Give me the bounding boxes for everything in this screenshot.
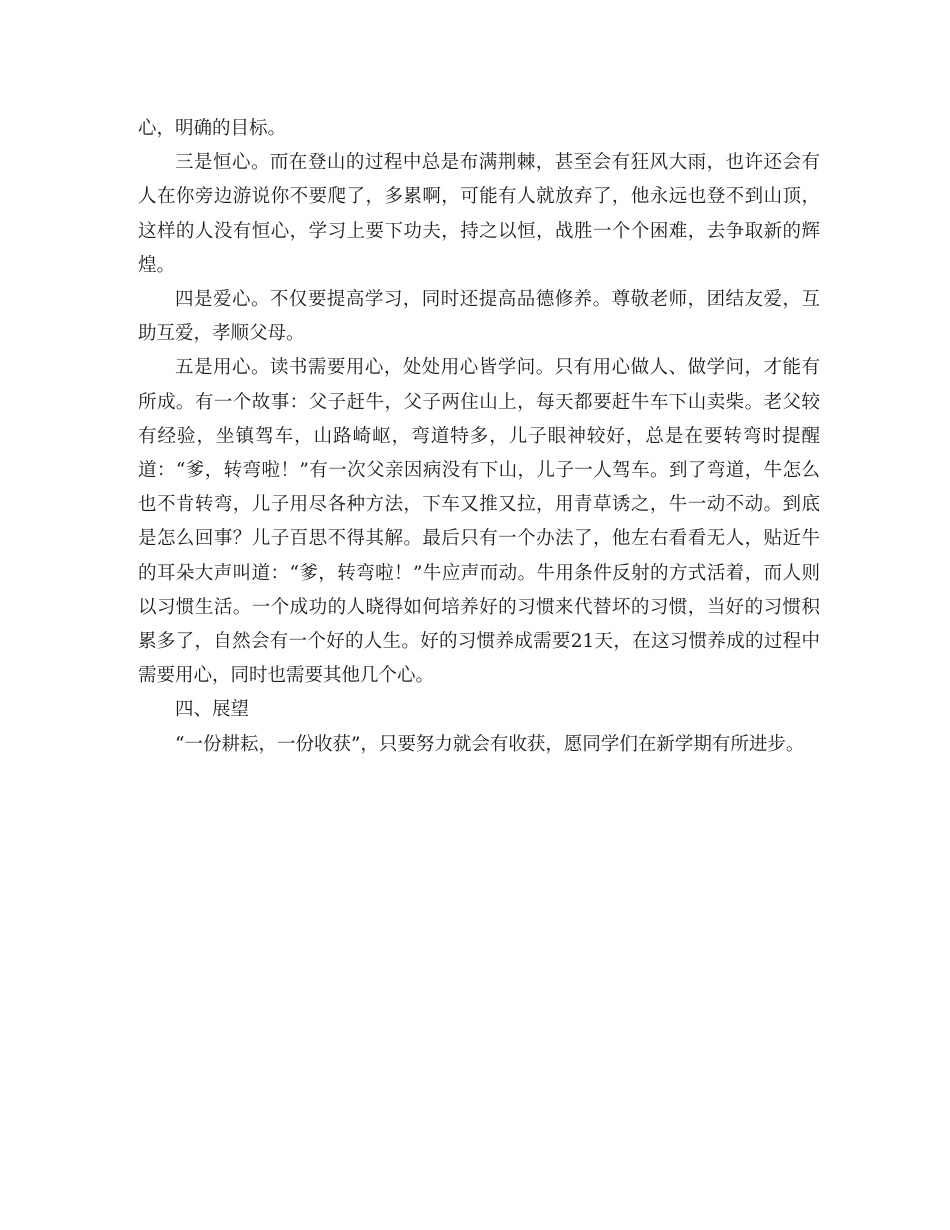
document-body: [138, 112, 820, 762]
paragraph-love: 四是爱心。不仅要提高学习，同时还提高品德修养。尊敬老师，团结友爱，互助互爱，孝顺父母。: [138, 289, 820, 345]
paragraph-perseverance: 三是恒心。而在登山的过程中总是布满荆棘，甚至会有狂风大雨，也许还会有人在你旁边游说你不要爬了，多累啊，可能有人就放弃了，他永远也登不到山顶，这样的人没有恒心，学习上要下功夫，持之以恒，战胜一个个困难，去争取新的辉煌。: [138, 152, 820, 276]
paragraph-outlook: “一份耕耘，一份收获”，只要努力就会有收获，愿同学们在新学期有所进步。: [175, 733, 805, 755]
paragraph-attentiveness: 五是用心。读书需要用心，处处用心皆学问。只有用心做人、做学问，才能有所成。有一个故事：父子赶牛，父子两住山上，每天都要赶牛车下山卖柴。老父较有经验，坐镇驾车，山路崎岖，弯道特多，儿子眼神较好，总是在要转弯时提醒道：“爹，转弯啦！”有一次父亲因病没有下山，儿子一人驾车。到了弯道，牛怎么也不肯转弯，儿子用尽各种方法，下车又推又拉，用青草诱之，牛一动不动。到底是怎么回事？儿子百思不得其解。最后只有一个办法了，他左右看看无人，贴近牛的耳朵大声叫道：“爹，转弯啦！”牛应声而动。牛用条件反射的方式活着，而人则以习惯生活。一个成功的人晓得如何培养好的习惯来代替坏的习惯，当好的习惯积累多了，自然会有一个好的人生。好的习惯养成需要21天，在这习惯养成的过程中需要用心，同时也需要其他几个心。: [138, 357, 820, 687]
section-heading-outlook: 四、展望: [175, 699, 250, 721]
paragraph-continuation: 心，明确的目标。: [138, 118, 287, 139]
